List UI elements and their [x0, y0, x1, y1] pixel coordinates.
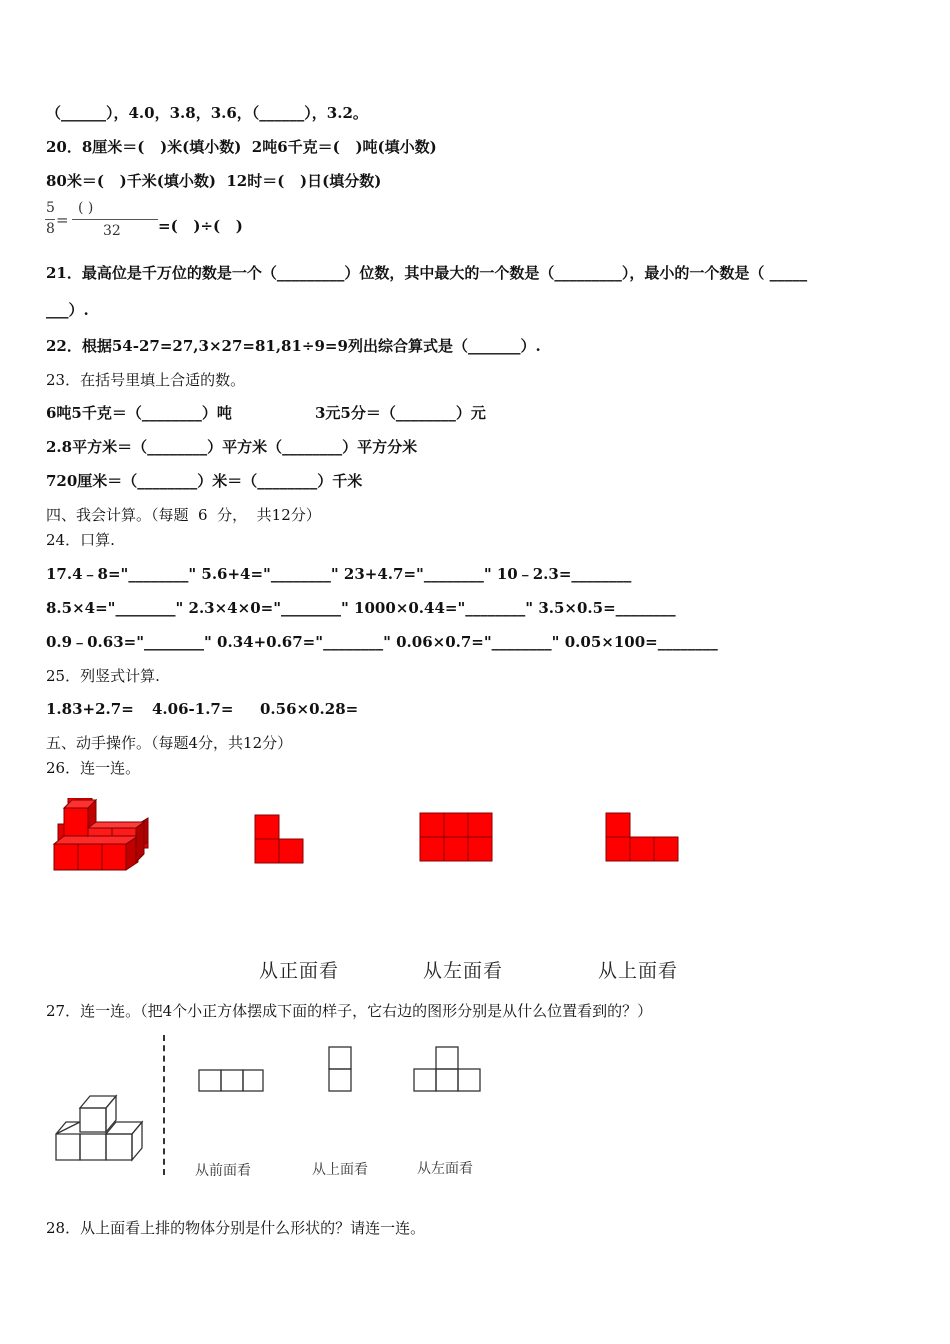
red-cube-stack-figure [50, 798, 152, 874]
cube-outline-figure [52, 1090, 150, 1164]
label-front-view: 从正面看 [259, 960, 340, 982]
q23-a: 6吨5千克＝（________）吨 [46, 404, 232, 422]
fraction-bar [45, 219, 55, 220]
q21-line1: 21．最高位是千万位的数是一个（_________）位数，其中最大的一个数是（_________），最小的一个数是（ _____ [46, 264, 808, 282]
red-l-shape-view-1 [254, 814, 306, 866]
label-top-view: 从上面看 [598, 960, 679, 982]
fraction-numerator: 5 [46, 200, 55, 216]
label-top: 从上面看 [312, 1162, 368, 1178]
section5-title: 五、动手操作。（每题4分，共12分） [46, 734, 293, 752]
q28-title: 28．从上面看上排的物体分别是什么形状的？请连一连。 [46, 1219, 426, 1237]
dashed-divider [163, 1035, 165, 1175]
label-left-view: 从左面看 [423, 960, 504, 982]
label-front: 从前面看 [195, 1163, 251, 1179]
q23-d: 720厘米＝（________）米＝（________）千米 [46, 472, 363, 490]
q25-item-3: 0.56×0.28= [260, 700, 359, 718]
q24-row2: 8.5×4="________" 2.3×4×0="________" 1000×0.44="________" 3.5×0.5=________ [46, 599, 676, 617]
q20-division-tail: =( )÷( ) [158, 217, 243, 235]
q19-line: （______），4.0，3.8，3.6，（______），3.2。 [46, 104, 368, 122]
section4-title: 四、我会计算。（每题 6 分， 共12分） [46, 506, 321, 524]
q20-line2: 80米＝( )千米(填小数) 12时＝( )日(填分数) [46, 172, 382, 190]
q23-b: 3元5分＝（________）元 [315, 404, 486, 422]
q24-title: 24．口算. [46, 531, 115, 549]
q24-row3: 0.9﹣0.63="________" 0.34+0.67="________" 0.06×0.7="________" 0.05×100=________ [46, 633, 718, 651]
red-l-shape-view-3 [605, 812, 681, 864]
q27-title: 27．连一连。（把4个小正方体摆成下面的样子，它右边的图形分别是从什么位置看到的？） [46, 1002, 653, 1020]
q21-line2: ___）. [46, 301, 89, 319]
label-left: 从左面看 [417, 1161, 473, 1177]
q22-line: 22．根据54-27=27,3×27=81,81÷9=9列出综合算式是（_______）. [46, 337, 541, 355]
q24-row1: 17.4﹣8="________" 5.6+4="________" 23+4.7="________" 10﹣2.3=________ [46, 565, 632, 583]
outline-view-2 [327, 1045, 355, 1093]
q23-c: 2.8平方米＝（________）平方米（________）平方分米 [46, 438, 418, 456]
q23-title: 23．在括号里填上合适的数。 [46, 371, 246, 389]
equals-sign: = [56, 211, 69, 229]
blank-fraction-bar [72, 219, 158, 220]
red-grid-view-2 [419, 812, 495, 864]
outline-view-1 [197, 1068, 267, 1094]
q20-fraction-equation [44, 200, 264, 244]
q26-title: 26．连一连。 [46, 759, 141, 777]
blank-numerator: ( ) [78, 200, 94, 216]
outline-view-3 [412, 1045, 484, 1093]
q25-title: 25．列竖式计算. [46, 667, 160, 685]
q25-item-1: 1.83+2.7= [46, 700, 134, 718]
fraction-denominator: 8 [46, 221, 55, 237]
q20-line1: 20．8厘米＝( )米(填小数) 2吨6千克＝( )吨(填小数) [46, 138, 437, 156]
blank-denominator: 32 [103, 223, 121, 239]
q25-item-2: 4.06-1.7= [152, 700, 234, 718]
